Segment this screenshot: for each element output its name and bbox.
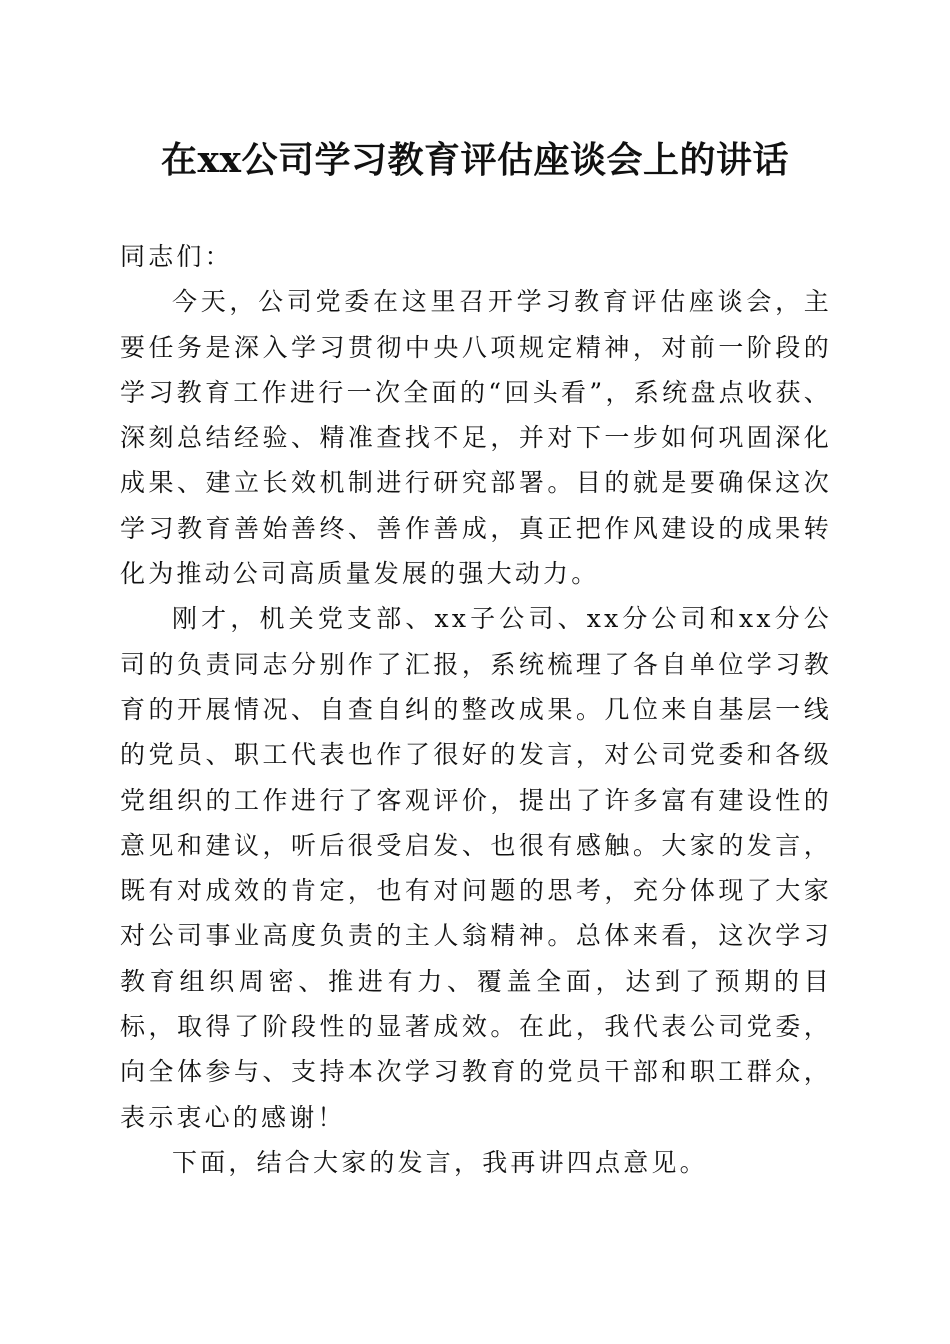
document-body [120, 234, 832, 1185]
paragraph: 刚才，机关党支部、xx子公司、xx分公司和xx分公司的负责同志分别作了汇报，系统梳理了各自单位学习教育的开展情况、自查自纠的整改成果。几位来自基层一线的党员、职工代表也作了很好的发言，对公司党委和各级党组织的工作进行了客观评价，提出了许多富有建设性的意见和建议，听后很受启发、也很有感触。大家的发言，既有对成效的肯定，也有对问题的思考，充分体现了大家对公司事业高度负责的主人翁精神。总体来看，这次学习教育组织周密、推进有力、覆盖全面，达到了预期的目标，取得了阶段性的显著成效。在此，我代表公司党委，向全体参与、支持本次学习教育的党员干部和职工群众，表示衷心的感谢！ [120, 604, 832, 1132]
salutation: 同志们： [120, 242, 233, 271]
document-title: 在xx公司学习教育评估座谈会上的讲话 [161, 139, 789, 181]
paragraph: 下面，结合大家的发言，我再讲四点意见。 [172, 1147, 708, 1177]
paragraph: 今天，公司党委在这里召开学习教育评估座谈会，主要任务是深入学习贯彻中央八项规定精神，对前一阶段的学习教育工作进行一次全面的“回头看”，系统盘点收获、深刻总结经验、精准查找不足，并对下一步如何巩固深化成果、建立长效机制进行研究部署。目的就是要确保这次学习教育善始善终、善作善成，真正把作风建设的成果转化为推动公司高质量发展的强大动力。 [120, 287, 832, 589]
